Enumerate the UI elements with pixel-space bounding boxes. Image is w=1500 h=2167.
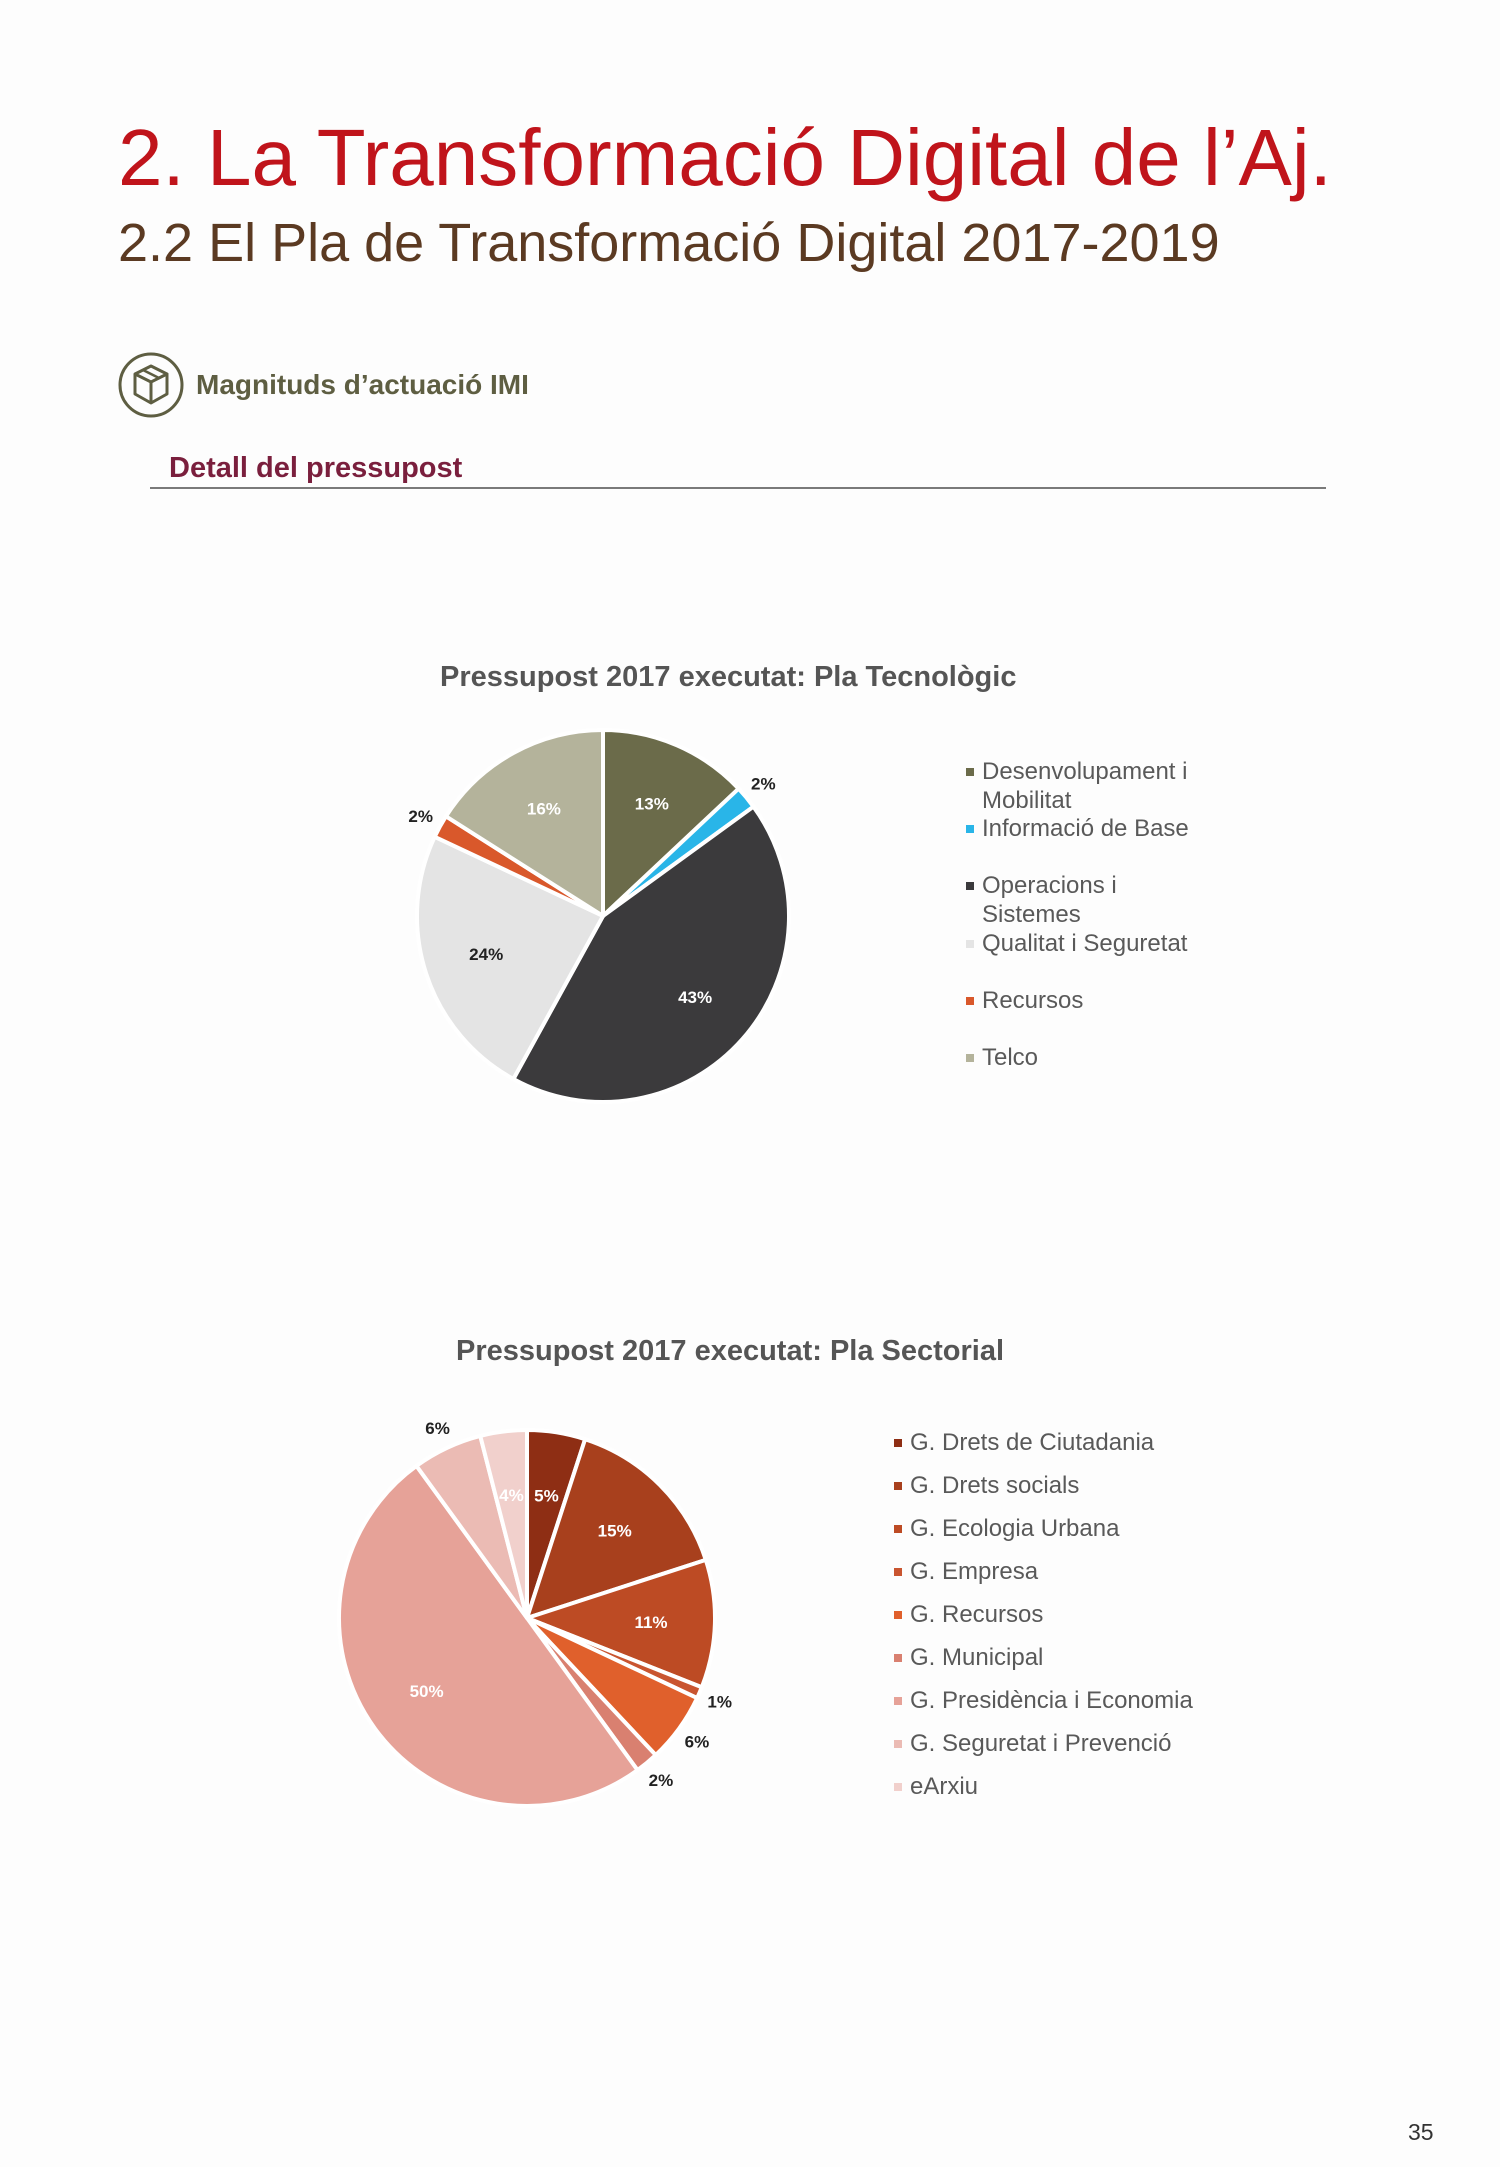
legend-label: Informació de Base <box>982 815 1189 842</box>
legend-swatch <box>966 825 974 833</box>
pie-label-tecnologic-4: 2% <box>408 806 433 826</box>
legend-label: Recursos <box>982 987 1084 1014</box>
legend-swatch <box>966 768 974 776</box>
pie-label-sectorial-8: 4% <box>499 1485 524 1505</box>
legend-swatch <box>894 1568 902 1576</box>
pie-label-sectorial-1: 15% <box>597 1521 632 1541</box>
legend-label: G. Empresa <box>910 1558 1039 1585</box>
pie-label-sectorial-2: 11% <box>634 1612 668 1632</box>
legend-swatch <box>966 1054 974 1062</box>
pie-label-sectorial-7: 6% <box>425 1419 450 1438</box>
legend-swatch <box>894 1740 902 1748</box>
page-number: 35 <box>1408 2119 1434 2145</box>
legend-swatch <box>894 1525 902 1533</box>
pie-label-tecnologic-2: 43% <box>678 988 713 1008</box>
legend-swatch <box>894 1654 902 1662</box>
legend-swatch <box>894 1439 902 1447</box>
pie-label-sectorial-5: 2% <box>648 1770 674 1790</box>
legend-label: Desenvolupament i Mobilitat <box>982 758 1188 814</box>
legend-label: G. Ecologia Urbana <box>910 1515 1120 1542</box>
pie-label-tecnologic-5: 16% <box>526 799 561 819</box>
legend-swatch <box>894 1482 902 1490</box>
pie-label-sectorial-3: 1% <box>707 1692 732 1712</box>
legend-label: Operacions i Sistemes <box>982 872 1117 928</box>
section-label: Magnituds d’actuació IMI <box>196 369 529 400</box>
legend-swatch <box>894 1783 902 1791</box>
pie-label-sectorial-4: 6% <box>684 1732 710 1752</box>
page-subtitle: 2.2 El Pla de Transformació Digital 2017-2019 <box>118 213 1220 273</box>
legend-swatch <box>894 1611 902 1619</box>
section-heading: Detall del pressupost <box>169 452 463 484</box>
pie-label-sectorial-6: 50% <box>409 1681 444 1701</box>
page-title: 2. La Transformació Digital de l’Aj. <box>118 113 1332 202</box>
legend-label: G. Recursos <box>910 1601 1044 1628</box>
chart-title-sectorial: Pressupost 2017 executat: Pla Sectorial <box>456 1335 1005 1367</box>
legend-swatch <box>966 997 974 1005</box>
legend-swatch <box>966 882 974 890</box>
legend-label: G. Drets socials <box>910 1472 1080 1499</box>
legend-label: G. Municipal <box>910 1644 1044 1671</box>
legend-label: G. Presidència i Economia <box>910 1687 1193 1714</box>
chart-title-tecnologic: Pressupost 2017 executat: Pla Tecnològic <box>440 661 1017 693</box>
pie-label-tecnologic-0: 13% <box>634 794 669 814</box>
legend-swatch <box>894 1697 902 1705</box>
legend-label: G. Drets de Ciutadania <box>910 1429 1155 1456</box>
pie-label-sectorial-0: 5% <box>534 1486 559 1506</box>
legend-label: G. Seguretat i Prevenció <box>910 1730 1172 1757</box>
pie-label-tecnologic-3: 24% <box>469 944 504 964</box>
legend-label: Telco <box>982 1044 1039 1071</box>
legend-label: eArxiu <box>910 1773 979 1800</box>
pie-label-tecnologic-1: 2% <box>751 774 776 794</box>
legend-swatch <box>966 940 974 948</box>
legend-label: Qualitat i Seguretat <box>982 930 1188 957</box>
